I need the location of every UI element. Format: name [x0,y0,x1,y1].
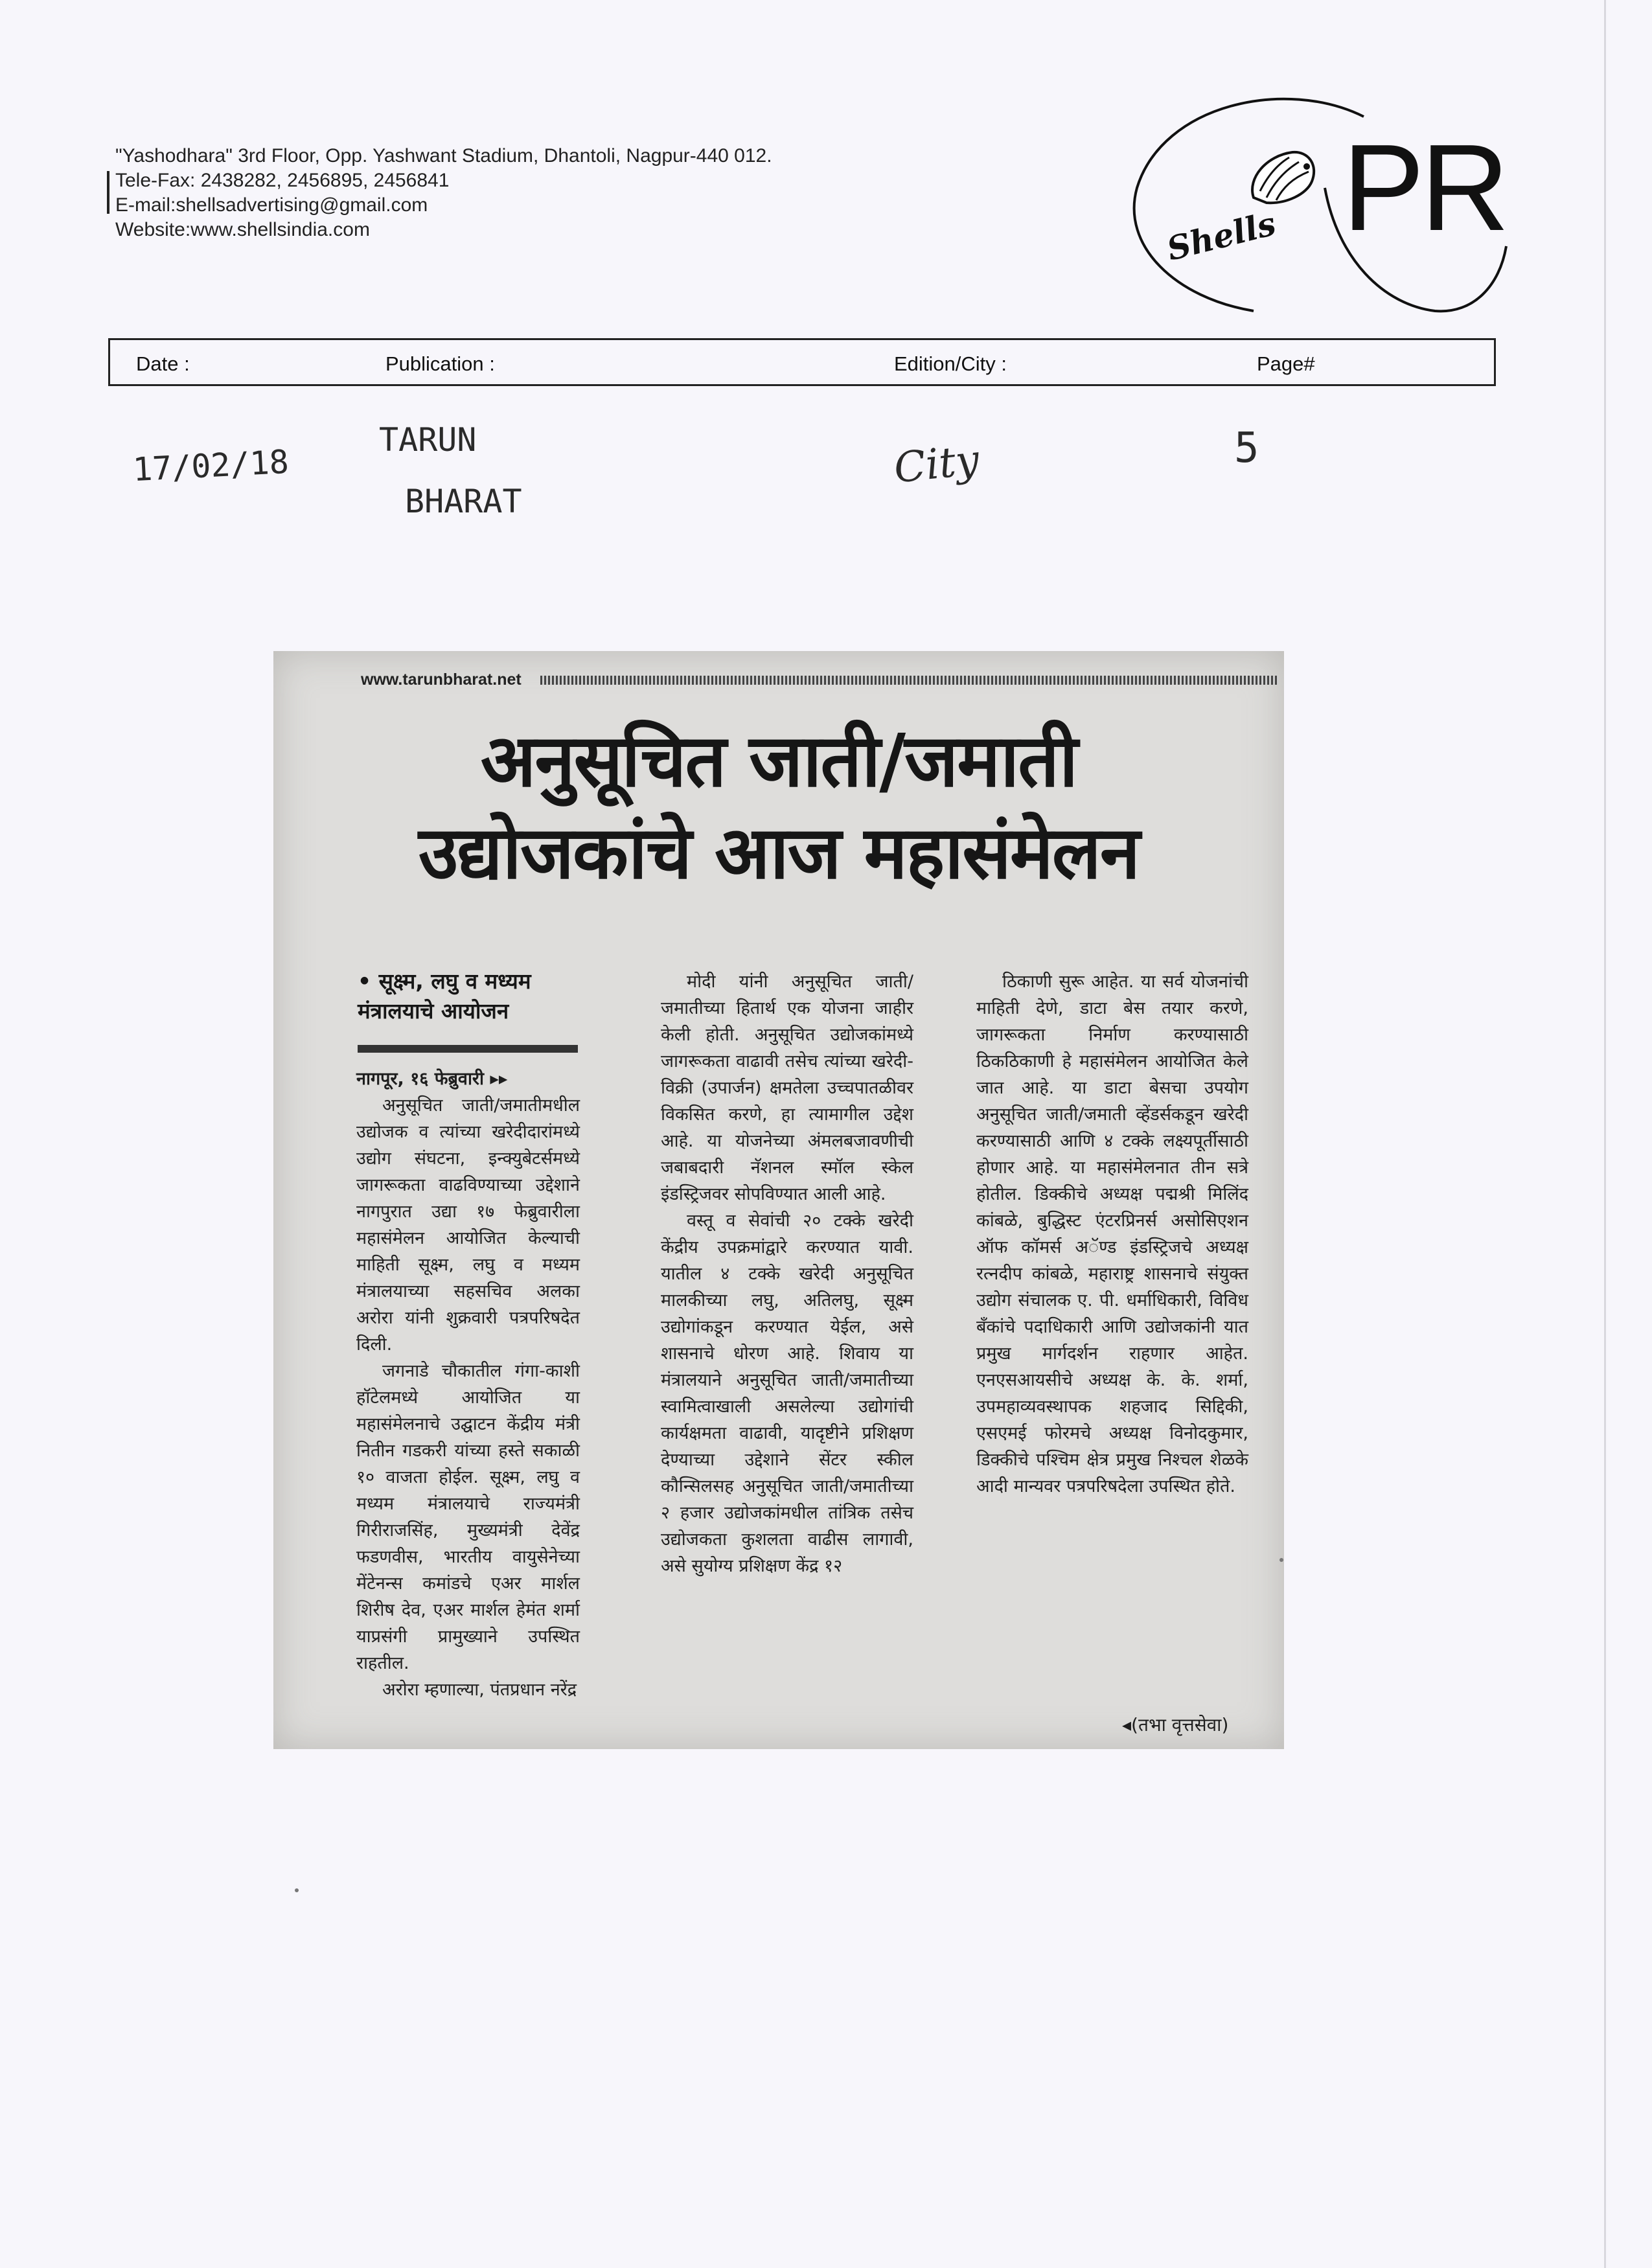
scan-edge [1604,0,1606,2268]
logo-pr: PR [1342,119,1506,257]
logo-script: Shells [1163,204,1280,268]
phone-line: Tele-Fax: 2438282, 2456895, 2456841 [115,170,450,191]
col1-paragraph-2: जगनाडे चौकातील गंगा-काशी हॉटेलमध्ये आयोजित या महासंमेलनाचे उद्घाटन केंद्रीय मंत्री नितीन गडकरी यांच्या हस्ते सकाळी १० वाजता होईल. सूक्ष्म, लघु व मध्यम मंत्रालयाचे राज्यमंत्री गिरीराजसिंह, मुख्यमंत्री देवेंद्र फडणवीस, भारतीय वायुसेनेच्या मेंटेनन्स कमांडचे एअर मार्शल शिरीष देव, एअर मार्शल हेमंत शर्मा याप्रसंगी प्रामुख्याने उपस्थित राहतील. [356,1361,580,1673]
clipping-url: www.tarunbharat.net [361,670,522,689]
clipping-form [108,338,1496,386]
scan-speck [1279,1558,1283,1562]
subheadline: • सूक्ष्म, लघु व मध्यम मंत्रालयाचे आयोजन [358,968,531,1024]
handwritten-publication-2: BHARAT [405,483,522,520]
news-credit: ◂(तभा वृत्तसेवा) [1122,1714,1229,1735]
address-bar [107,171,109,214]
headline-line-1: अनुसूचित जाती/जमाती [480,719,1077,803]
handwritten-edition: City [891,436,981,493]
email-line: E-mail:shellsadvertising@gmail.com [115,194,428,216]
address-line: "Yashodhara" 3rd Floor, Opp. Yashwant Stadium, Dhantoli, Nagpur-440 012. [115,145,772,166]
letterhead-address [115,144,958,242]
handwritten-date: 17/02/18 [132,442,290,489]
publication-label: Publication : [385,352,495,375]
article-column-1 [356,1066,580,1703]
col2-paragraph-1: मोदी यांनी अनुसूचित जाती/जमातीच्या हितार्थ एक योजना जाहीर केली होती. अनुसूचित उद्योजकांमध्ये जागरूकता वाढावी तसेच त्यांच्या खरेदी-विक्री (उपार्जन) क्षमतेला उच्चपातळीवर विकसित करणे, हा त्यामागील उद्देश आहे. या योजनेच्या अंमलबजावणीची जबाबदारी नॅशनल स्मॉल स्केल इंडस्ट्रिजवर सोपविण्यात आली आहे. [661,972,913,1204]
page-label: Page# [1257,352,1315,375]
date-label: Date : [136,352,190,375]
edition-label: Edition/City : [894,352,1007,375]
handwritten-page: 5 [1234,424,1259,472]
shell-icon [1252,152,1314,203]
col2-paragraph-2: वस्तू व सेवांची २० टक्के खरेदी केंद्रीय उपक्रमांद्वारे करण्यात यावी. यातील ४ टक्के खरेदी अनुसूचित मालकीच्या लघु, अतिलघु, सूक्ष्म उद्योगांकडून करण्यात येईल, असे शासनाचे धोरण आहे. शिवाय या मंत्रालयाने अनुसूचित जाती/जमातीच्या स्वामित्वाखाली असलेल्या उद्योगांची कार्यक्षमता वाढावी, यादृष्टीने प्रशिक्षण देण्याच्या उद्देशाने सेंटर स्कील कौन्सिलसह अनुसूचित जाती/जमातीच्या २ हजार उद्योजकांमधील तांत्रिक तसेच उद्योजकता कुशलता वाढीस लागावी, असे सुयोग्य प्रशिक्षण केंद्र १२ [661,1211,913,1576]
article-column-2 [661,968,913,1579]
col1-paragraph-3: अरोरा म्हणाल्या, पंतप्रधान नरेंद्र [382,1680,577,1700]
dateline: नागपूर, १६ फेब्रुवारी ▸▸ [356,1069,508,1089]
clipping-rule [540,676,1279,685]
col3-paragraph-1: ठिकाणी सुरू आहेत. या सर्व योजनांची माहिती देणे, डाटा बेस तयार करणे, जागरूकता निर्माण करण्यासाठी ठिकठिकाणी हे महासंमेलन आयोजित केले जात आहे. या डाटा बेसचा उपयोग अनुसूचित जाती/जमाती व्हेंडर्सकडून खरेदी करण्यासाठी आणि ४ टक्के लक्ष्यपूर्तीसाठी होणार आहे. या महासंमेलनात तीन सत्रे होतील. डिक्कीचे अध्यक्ष पद्मश्री मिलिंद कांबळे, बुद्धिस्ट एंटरप्रिनर्स असोसिएशन ऑफ कॉमर्स अॅण्ड इंडस्ट्रिजचे अध्यक्ष रत्नदीप कांबळे, महाराष्ट्र शासनाचे संयुक्त उद्योग संचालक ए. पी. धर्माधिकारी, विविध बँकांचे पदाधिकारी आणि उद्योजकांनी यात प्रमुख मार्गदर्शन राहणार आहेत. एनएसआयसीचे अध्यक्ष के. के. शर्मा, उपमहाव्यवस्थापक शहजाद सिद्दिकी, एसएमई फोरमचे अध्यक्ष विनोदकुमार, डिक्कीचे पश्चिम क्षेत्र प्रमुख निश्चल शेळके आदी मान्यवर पत्रपरिषदेला उपस्थित होते. [976,972,1248,1496]
subhead-rule [358,1045,578,1053]
col1-paragraph-1: अनुसूचित जाती/जमातीमधील उद्योजक व त्यांच्या खरेदीदारांमध्ये उद्योग संघटना, इन्क्युबेटर्समध्ये जागरूकता वाढविण्याच्या उद्देशाने नागपुरात उद्या १७ फेब्रुवारीला महासंमेलन आयोजित केल्याची माहिती सूक्ष्म, लघु व मध्यम मंत्रालयाच्या सहसचिव अलका अरोरा यांनी शुक्रवारी पत्रपरिषदेत दिली. [356,1095,580,1355]
article-column-3 [976,968,1248,1500]
website-line: Website:www.shellsindia.com [115,219,370,240]
headline-line-2: उद्योजकांचे आज महासंमेलन [419,811,1139,895]
scan-speck [295,1888,299,1892]
handwritten-publication-1: TARUN [379,421,477,459]
newspaper-clipping [273,651,1284,1749]
